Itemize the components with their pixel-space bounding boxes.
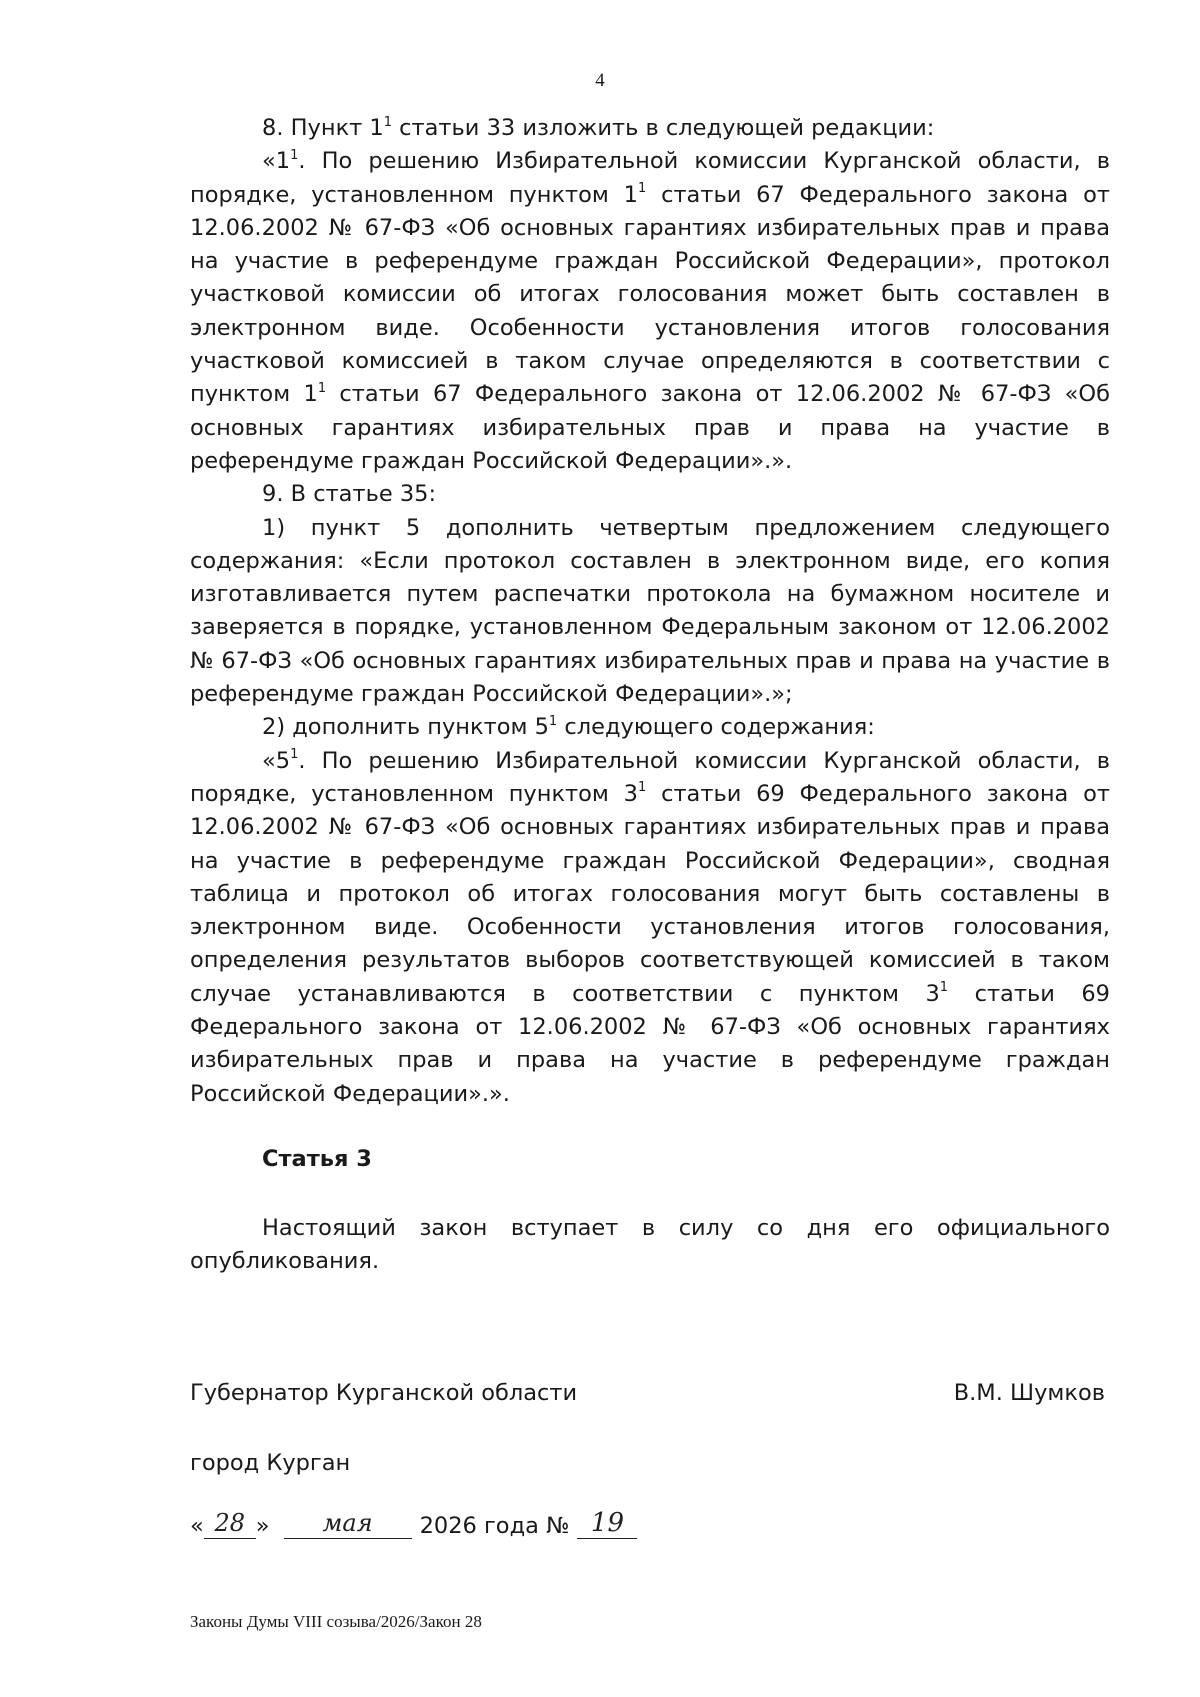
date-year-text: 2026 года №: [419, 1513, 570, 1539]
signatory-position: Губернатор Курганской области: [190, 1380, 578, 1406]
article-3-title: Статья 3: [262, 1146, 372, 1172]
date-open-quote: «: [190, 1513, 204, 1539]
signatory-name: В.М. Шумков: [953, 1380, 1105, 1406]
date-month-handwritten: мая: [284, 1508, 412, 1539]
city-line: город Курган: [190, 1450, 351, 1476]
document-body: [190, 112, 1110, 1111]
page-number: 4: [595, 70, 605, 91]
item-9-sub-1: 1) пункт 5 дополнить четвертым предложением следующего содержания: «Если протокол составлен в электронном виде, его копия изготавливается путем распечатки протокола на бумажном носителе и заверяется в порядке, установленном Федеральным законом от 12.06.2002 № 67-ФЗ «Об основных гарантиях избирательных прав и права на участие в референдуме граждан Российской Федерации».»;: [190, 514, 1110, 708]
article-3-text: Настоящий закон вступает в силу со дня его официального опубликования.: [190, 1215, 1110, 1275]
footer-file-path: Законы Думы VIII созыва/2026/Закон 28: [190, 1612, 482, 1631]
date-line: [190, 1508, 637, 1539]
item-9-sub-2: 2) дополнить пунктом $5^1$ следующего содержания:: [262, 713, 875, 741]
item-9-intro: 9. В статье 35:: [262, 481, 437, 508]
item-8-intro: 8. Пункт $1^1$ статьи 33 изложить в следующей редакции:: [262, 114, 935, 141]
date-close-quote: »: [255, 1513, 270, 1539]
item-8-quote: «$1^1$. По решению Избирательной комиссии Курганской области, в порядке, установленном пунктом $1^1$ статьи 67 Федерального закона от 12.06.2002 № 67-ФЗ «Об основных гарантиях избирательных прав и права на участие в референдуме граждан Российской Федерации», протокол участковой комиссии об итогах голосования может быть составлен в электронном виде. Особенности установления итогов голосования участковой комиссией в таком случае определяются в соответствии с пунктом $1^1$ статьи 67 Федерального закона от 12.06.2002 № 67-ФЗ «Об основных гарантиях избирательных прав и права на участие в референдуме граждан Российской Федерации».».: [190, 147, 1110, 474]
law-number-handwritten: 19: [577, 1508, 637, 1539]
date-day-handwritten: 28: [204, 1508, 256, 1539]
item-9-quote: «$5^1$. По решению Избирательной комиссии Курганской области, в порядке, установленном пунктом $3^1$ статьи 69 Федерального закона от 12.06.2002 № 67-ФЗ «Об основных гарантиях избирательных прав и права на участие в референдуме граждан Российской Федерации», сводная таблица и протокол об итогах голосования могут быть составлены в электронном виде. Особенности установления итогов голосования, определения результатов выборов соответствующей комиссией в таком случае устанавливаются в соответствии с пунктом $3^1$ статьи 69 Федерального закона от 12.06.2002 № 67-ФЗ «Об основных гарантиях избирательных прав и права на участие в референдуме граждан Российской Федерации».».: [190, 747, 1110, 1107]
